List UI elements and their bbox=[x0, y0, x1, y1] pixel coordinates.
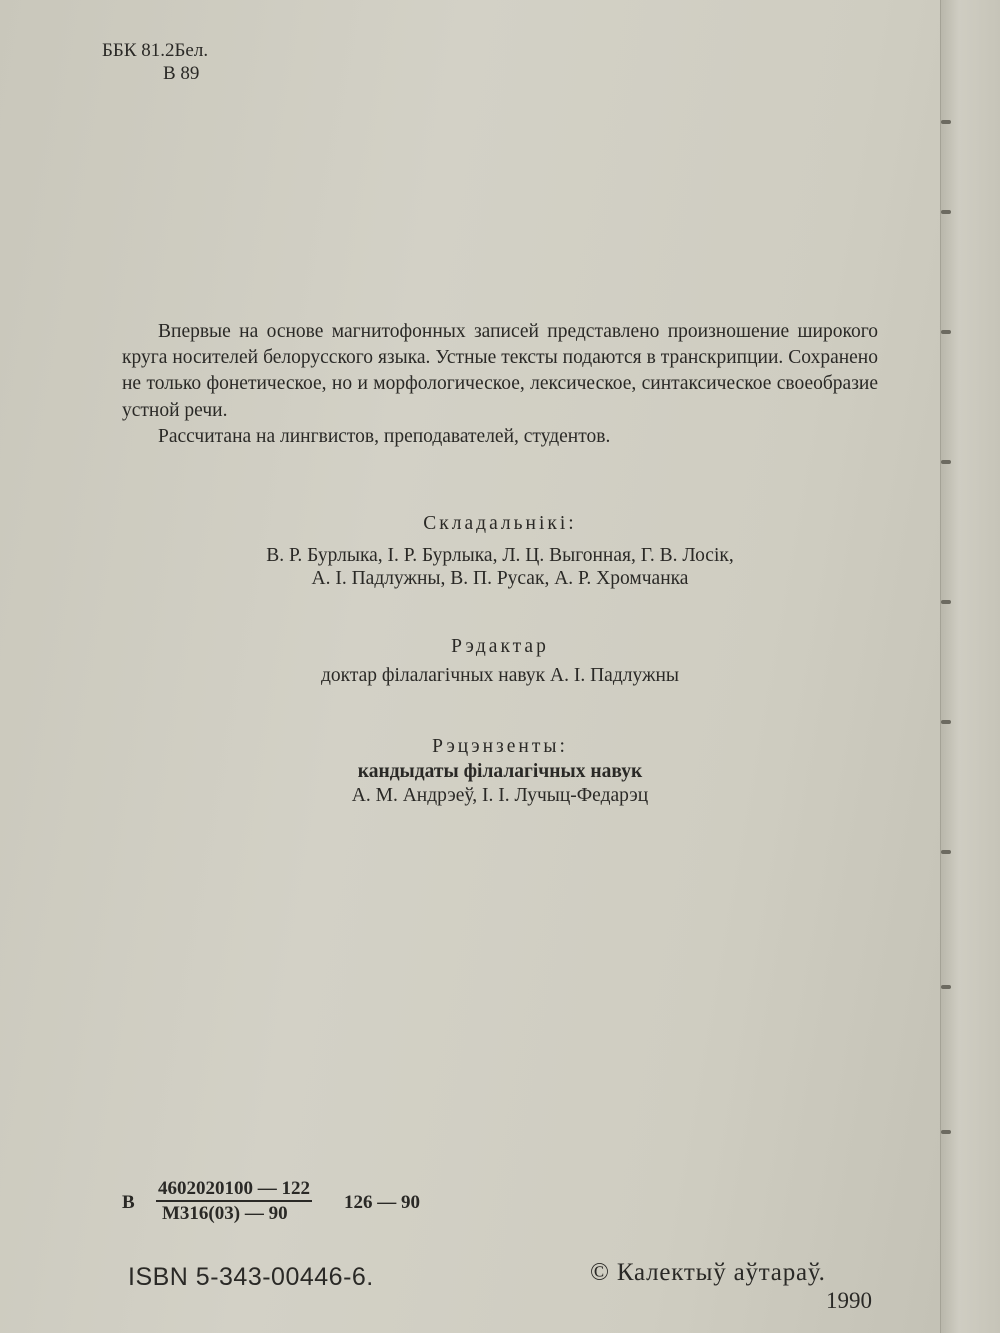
catalog-code-numerator: 4602020100 — 122 bbox=[156, 1178, 312, 1202]
compilers-heading: Складальнікі: bbox=[423, 513, 577, 534]
catalog-code-denominator: М316(03) — 90 bbox=[162, 1203, 288, 1224]
bbk-code: ББК 81.2Бел. bbox=[102, 40, 209, 61]
binding-stitch bbox=[941, 850, 951, 854]
binding-stitch bbox=[941, 210, 951, 214]
binding-stitch bbox=[941, 720, 951, 724]
isbn: ISBN 5-343-00446-6. bbox=[128, 1263, 374, 1291]
catalog-code-letter: В bbox=[122, 1192, 135, 1213]
author-mark-code: В 89 bbox=[163, 63, 200, 84]
binding-stitch bbox=[941, 600, 951, 604]
catalog-code-suffix: 126 — 90 bbox=[344, 1192, 420, 1213]
annotation bbox=[122, 319, 878, 450]
annotation-audience: Рассчитана на лингвистов, преподавателей, студентов. bbox=[158, 425, 611, 447]
compilers-line-2: А. І. Падлужны, В. П. Русак, А. Р. Хромчанка bbox=[311, 568, 689, 589]
publication-year: 1990 bbox=[826, 1288, 872, 1313]
binding-stitch bbox=[941, 985, 951, 989]
binding-stitch bbox=[941, 1130, 951, 1134]
reviewers-title: кандыдаты філалагічных навук bbox=[357, 761, 643, 782]
annotation-paragraph: Впервые на основе магнитофонных записей представлено произношение широкого круга носителей белорусского языка. Устные тексты подаются в транскрипции. Сохранено не только фонетическое, но и морфологическое, лексическое, синтаксическое своеобразие устной речи. bbox=[122, 321, 878, 421]
binding-stitch bbox=[941, 120, 951, 124]
binding-stitch bbox=[941, 330, 951, 334]
binding-stitch bbox=[941, 460, 951, 464]
editor-name: доктар філалагічных навук А. І. Падлужны bbox=[320, 665, 679, 686]
editor-heading: Рэдактар bbox=[451, 636, 549, 657]
reviewers-names: А. М. Андрэеў, І. І. Лучыц-Федарэц bbox=[351, 785, 649, 806]
copyright: © Калектыў аўтараў. bbox=[590, 1259, 826, 1286]
compilers-line-1: В. Р. Бурлыка, І. Р. Бурлыка, Л. Ц. Выгонная, Г. В. Лосік, bbox=[266, 545, 734, 566]
reviewers-heading: Рэцэнзенты: bbox=[432, 736, 568, 757]
